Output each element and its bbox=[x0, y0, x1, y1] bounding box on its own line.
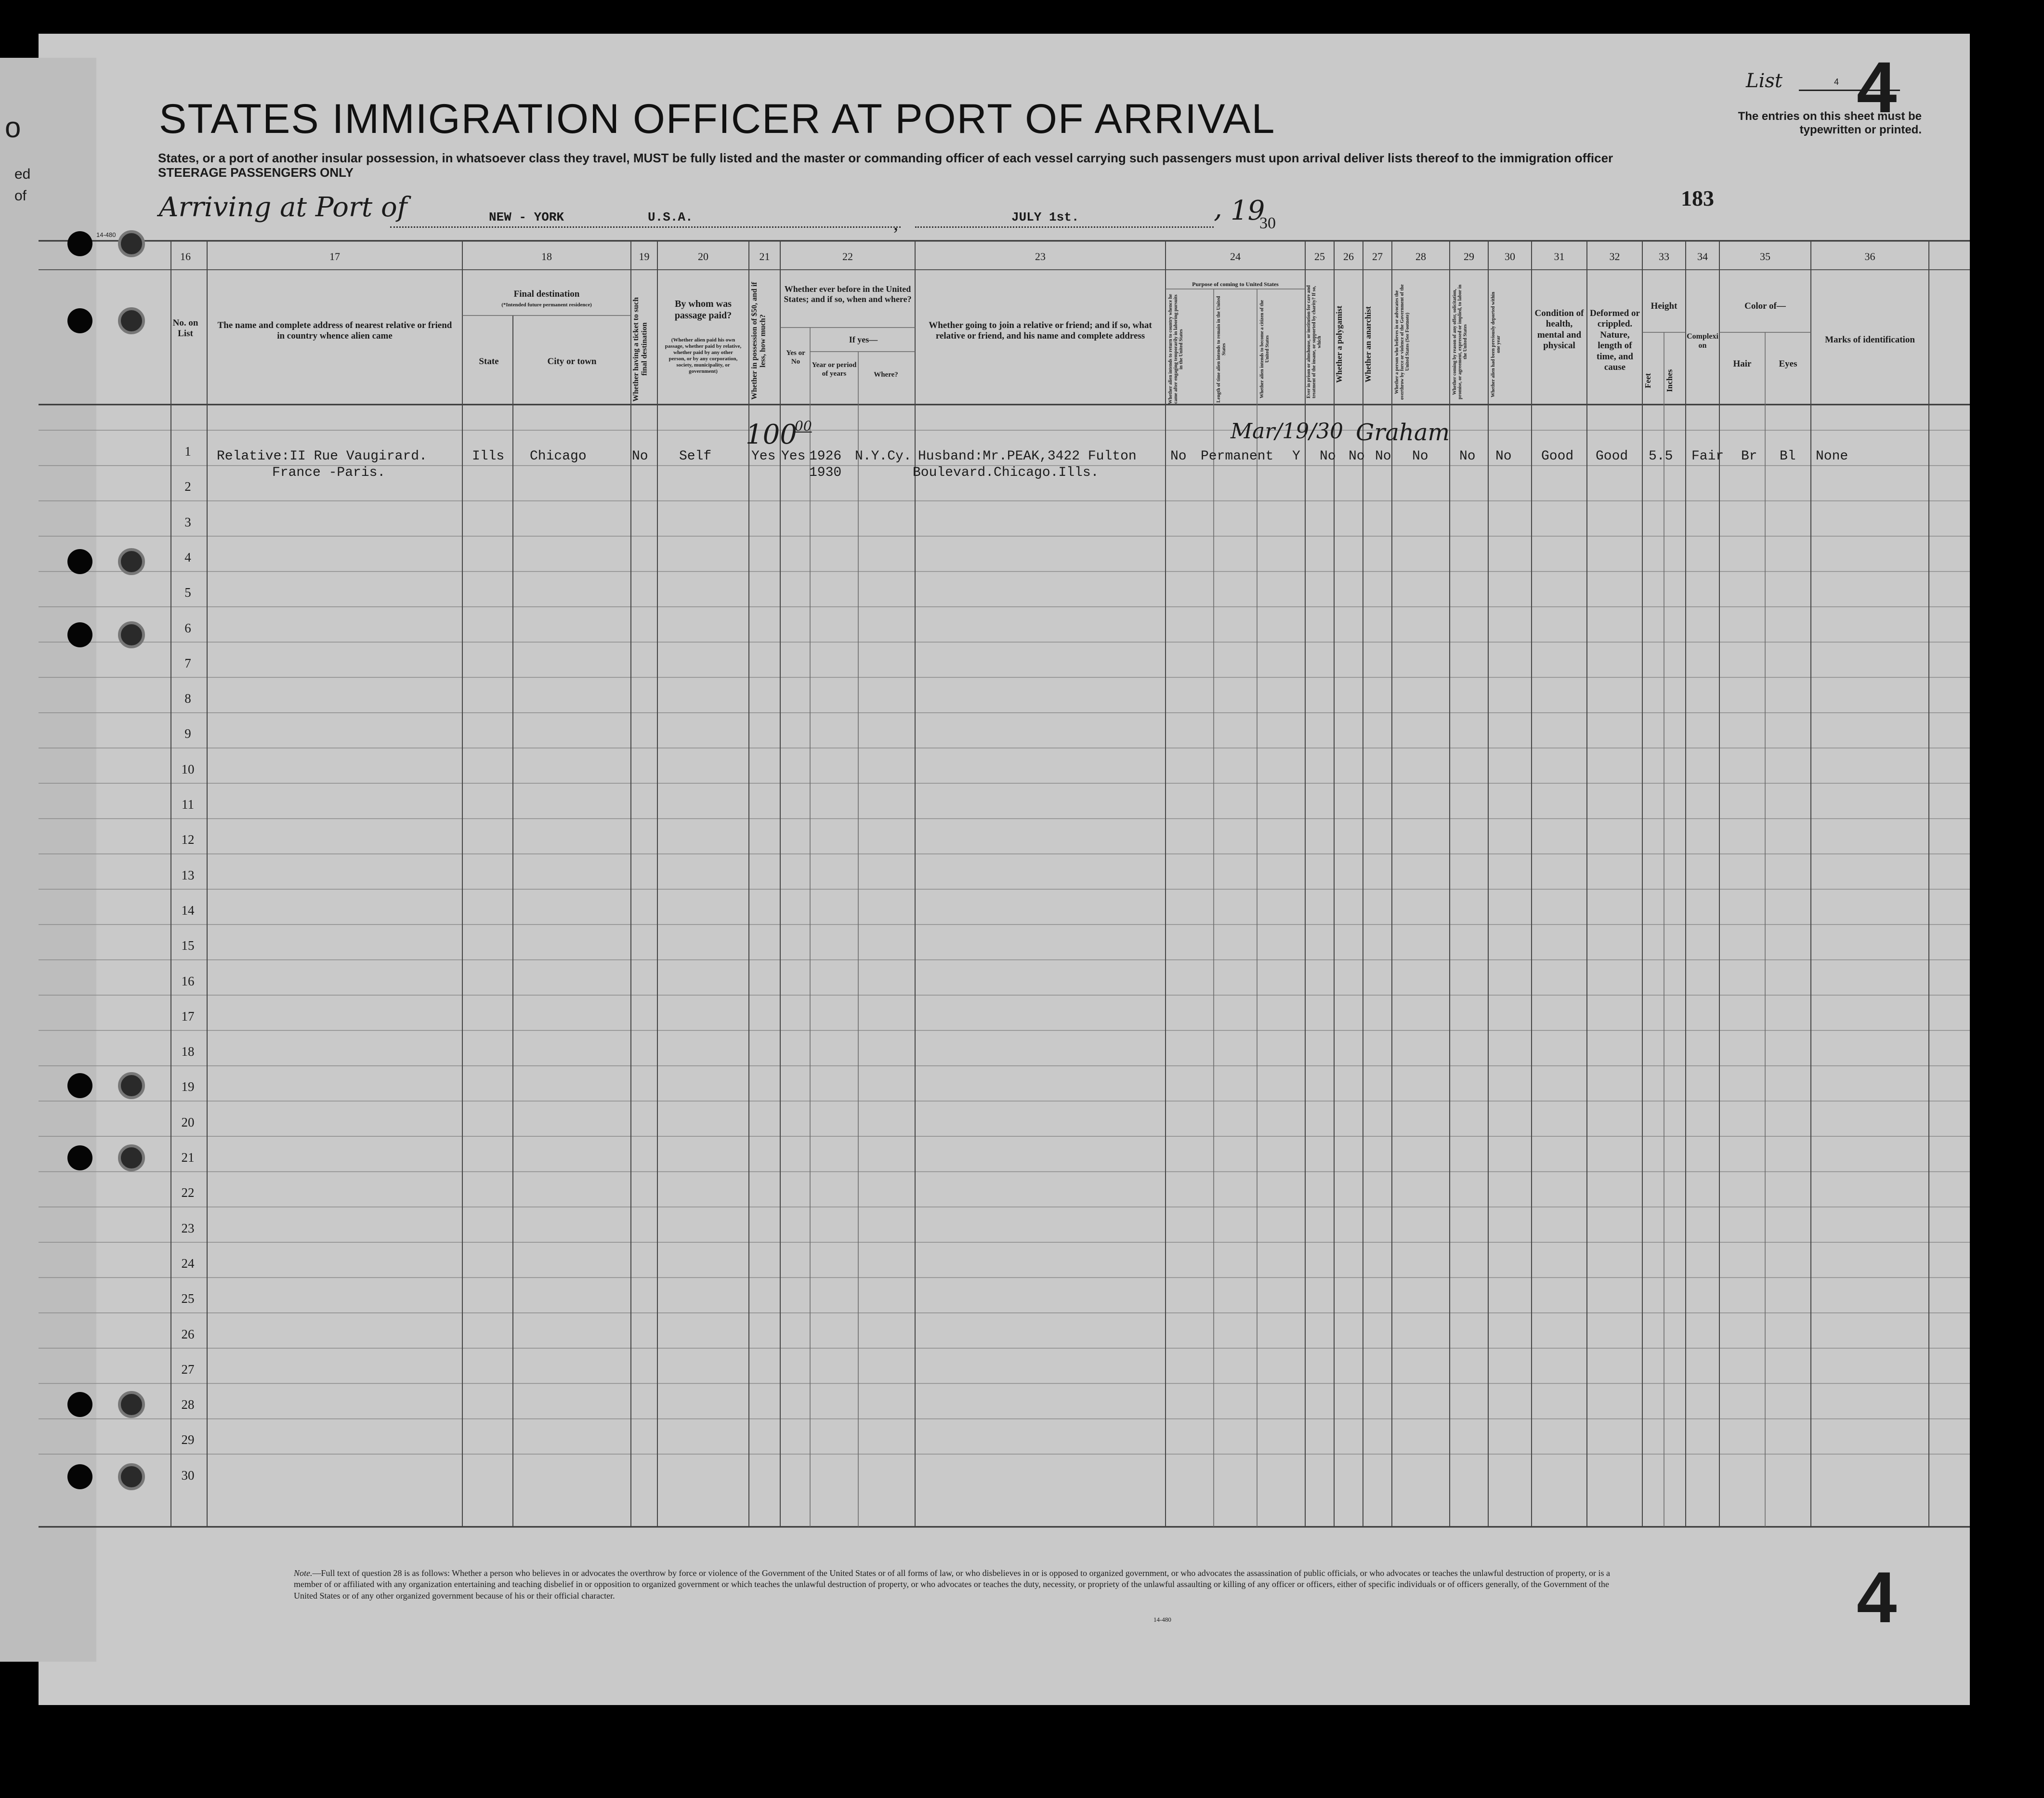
page-number: 183 bbox=[1681, 186, 1714, 210]
row-number: 4 bbox=[184, 550, 191, 564]
arrival-date: JULY 1st. bbox=[1011, 210, 1079, 224]
header-joining: Whether going to join a relative or friend; and if so, what relative or friend, and his name and complete address bbox=[929, 320, 1152, 341]
row-number: 24 bbox=[181, 1256, 195, 1271]
page-number-handwritten: 4 bbox=[1857, 1557, 1897, 1638]
binder-hole bbox=[67, 1392, 92, 1417]
binder-hole bbox=[118, 621, 145, 648]
row-number: 6 bbox=[184, 620, 191, 635]
entry-hair: Br bbox=[1741, 449, 1757, 464]
header-year-period: Year or period of years bbox=[812, 361, 857, 378]
row-number: 7 bbox=[184, 656, 191, 670]
binder-hole bbox=[118, 230, 145, 257]
colnum-17: 17 bbox=[329, 250, 340, 262]
header-hair: Hair bbox=[1733, 359, 1752, 369]
entry-contract-labor: No bbox=[1459, 449, 1476, 464]
header-health: Condition of health, mental and physical bbox=[1534, 308, 1584, 351]
footnote-text: —Full text of question 28 is as follows: Whether a person who believes in or advocates the overthrow by force or violence of the Government of the United States or of all forms of law, or who disbelieves in or is opposed to organized government, or who advocates the assassination of public officials, or who advocates or teaches the unlawful destruction of property, or is a member of or affiliated with any organization entertaining and teaching disbelief in or opposition to organized government or which teaches the unlawful destruction of property, or who advocates or teaches the duty, necessity, or propriety of the unlawful assaulting or killing of any officer or officers, either of specific individuals or of officers generally, of the Government of the United States or of any other organized government because of his or their official character. bbox=[294, 1568, 1610, 1601]
header-if-yes: If yes— bbox=[849, 335, 878, 344]
header-ticket: Whether having a ticket to such final destination bbox=[632, 297, 649, 402]
edge-text-1: o bbox=[5, 111, 21, 144]
binder-hole bbox=[118, 548, 145, 575]
entry-anarchist: No bbox=[1375, 449, 1391, 464]
header-passage-paid: By whom was passage paid? bbox=[674, 299, 732, 321]
row-number: 28 bbox=[181, 1397, 195, 1412]
colnum-36: 36 bbox=[1864, 250, 1875, 262]
entry-ticket: No bbox=[632, 449, 648, 464]
colnum-32: 32 bbox=[1609, 250, 1620, 262]
colnum-23: 23 bbox=[1035, 250, 1046, 262]
header-prison: Ever in prison or almshouse, or institution for care and treatment of the insane, or supported by charity? If so, which bbox=[1306, 285, 1322, 399]
colnum-31: 31 bbox=[1554, 250, 1565, 262]
edge-text-2: ed bbox=[14, 166, 31, 182]
header-deformed: Deformed or crippled. Nature, length of time, and cause bbox=[1590, 308, 1640, 373]
footnote-form-code: 14-480 bbox=[1153, 1616, 1171, 1623]
colnum-20: 20 bbox=[698, 250, 708, 262]
row-number: 30 bbox=[181, 1468, 195, 1483]
colnum-18: 18 bbox=[541, 250, 552, 262]
row-number: 2 bbox=[184, 479, 191, 494]
header-polygamist: Whether a polygamist bbox=[1335, 305, 1344, 383]
entry-years-line1: 1926 bbox=[809, 449, 842, 464]
binder-hole bbox=[118, 1144, 145, 1171]
binder-hole bbox=[67, 549, 92, 574]
binder-hole bbox=[118, 307, 145, 334]
colnum-26: 26 bbox=[1343, 250, 1354, 262]
header-eyes: Eyes bbox=[1779, 359, 1797, 369]
entry-money-handwritten: 100 bbox=[746, 419, 797, 450]
header-final-destination-note: (*Intended future permanent residence) bbox=[501, 302, 592, 308]
row-number: 5 bbox=[184, 585, 191, 600]
entry-eyes: Bl bbox=[1780, 449, 1796, 464]
entry-joining-line2: Boulevard.Chicago.Ills. bbox=[913, 465, 1099, 480]
row-number: 22 bbox=[181, 1185, 195, 1200]
colnum-24: 24 bbox=[1230, 250, 1241, 262]
list-label: List bbox=[1746, 70, 1782, 92]
row-number: 25 bbox=[181, 1291, 195, 1306]
entry-city: Chicago bbox=[530, 449, 587, 464]
steerage-label: STEERAGE PASSENGERS ONLY bbox=[158, 165, 354, 180]
binder-hole bbox=[67, 622, 92, 647]
row-number: 11 bbox=[182, 797, 194, 812]
header-before-in-us: Whether ever before in the United States; and if so, when and where? bbox=[784, 284, 912, 304]
entry-height: 5.5 bbox=[1649, 449, 1673, 464]
header-passage-note: (Whether alien paid his own passage, whether paid by relative, whether paid by any other person, or by any corporation, society, municipality, or government) bbox=[665, 337, 742, 374]
header-fifty-dollars: Whether in possession of $50, and if less, how much? bbox=[750, 282, 767, 400]
header-marks: Marks of identification bbox=[1825, 335, 1915, 345]
header-state: State bbox=[479, 356, 499, 367]
header-height: Height bbox=[1651, 301, 1677, 311]
entry-return: No bbox=[1170, 449, 1187, 464]
colnum-28: 28 bbox=[1415, 250, 1426, 262]
list-number-small: 4 bbox=[1834, 77, 1839, 87]
binder-hole bbox=[67, 308, 92, 333]
entry-paid-by: Self bbox=[679, 449, 712, 464]
colnum-25: 25 bbox=[1314, 250, 1325, 262]
entry-citizen: Y bbox=[1292, 449, 1300, 464]
binder-hole bbox=[67, 231, 92, 256]
row-number: 26 bbox=[181, 1326, 195, 1341]
entry-years-line2: 1930 bbox=[809, 465, 842, 480]
colnum-35: 35 bbox=[1760, 250, 1770, 262]
header-inches: Inches bbox=[1665, 369, 1674, 392]
entry-joining-line1: Husband:Mr.PEAK,3422 Fulton bbox=[918, 449, 1137, 464]
port-city: NEW - YORK bbox=[489, 210, 564, 224]
entry-relative-line2: France -Paris. bbox=[272, 465, 386, 480]
binder-hole bbox=[67, 1073, 92, 1098]
header-deported: Whether alien had been previously deported within one year bbox=[1491, 291, 1501, 397]
header-overthrow: Whether a person who believes in or advocates the overthrow by force or violence of the Government of the United States (See Footnote) bbox=[1394, 284, 1410, 400]
binder-hole bbox=[118, 1463, 145, 1490]
footnote bbox=[294, 1568, 1618, 1601]
year-suffix: 30 bbox=[1259, 214, 1276, 232]
row-number: 27 bbox=[181, 1362, 195, 1377]
colnum-22: 22 bbox=[842, 250, 853, 262]
colnum-30: 30 bbox=[1505, 250, 1515, 262]
header-yes-or-no: Yes or No bbox=[786, 349, 805, 366]
header-feet: Feet bbox=[1643, 373, 1652, 388]
entry-annotation-name: Graham bbox=[1356, 419, 1450, 446]
header-purpose-citizen: Whether alien intends to become a citizen of the United States bbox=[1259, 300, 1270, 399]
entry-prison: No bbox=[1320, 449, 1336, 464]
header-color-of: Color of— bbox=[1744, 301, 1786, 311]
colnum-34: 34 bbox=[1697, 250, 1708, 262]
binder-hole bbox=[67, 1464, 92, 1489]
header-nearest-relative: The name and complete address of nearest relative or friend in country whence alien came bbox=[217, 320, 452, 341]
entry-complexion: Fair bbox=[1691, 449, 1724, 464]
year-prefix: 19 bbox=[1231, 195, 1265, 226]
entry-overthrow: No bbox=[1412, 449, 1428, 464]
row-number: 12 bbox=[181, 832, 195, 847]
edge-text-3: of bbox=[14, 188, 27, 204]
binder-hole bbox=[118, 1391, 145, 1418]
row-number: 15 bbox=[181, 938, 195, 953]
form-title: STATES IMMIGRATION OFFICER AT PORT OF ARRIVAL bbox=[159, 96, 1276, 142]
header-city: City or town bbox=[547, 356, 597, 367]
manifest-page: o ed of STATES IMMIGRATION OFFICER AT PORT OF ARRIVAL States, or a port of another insular possession, in whatsoever class they travel, MUST be fully listed and the master or commanding officer of each vessel carrying such passengers must upon arrival deliver lists thereof to the immigration officer STEERAGE PASSENGERS ONLY List 4 4 The entries on this sheet must be typewritten or printed. Arriving at Port of NEW - YORK U.S.A. , JULY 1st. , 19 30 183 14-480 16 17 18 19 20 21 22 23 24 25 26 27 28 29 30 31 32 33 34 35 36 No. on List The name and complete address of nearest relative or friend in country whence alien came Final destination (*Intended future permanent residence) State City or town Whether having a ticket to such final destination By whom was passage paid? (Whether alien paid his own passage, whether paid by relative, whether paid by any other person, or by any corporation, society, municipality, or government) Whether in possession of $50, and if less, how much? Whether ever before in the United States; and if so, when and where? Yes or No If yes— Year or period of years Where? Whether going to join a relative or friend; and if so, what relative or friend, and his name and complete address Purpose of coming to United States Whether alien intends to return to country whence he came after engaging temporarily in laboring pursuits in the United States Length of time alien intends to remain in the United States Whether alien intends to become a citizen of the United States Ever in prison or almshouse, or institution for care and treatment of the insane, or supported by charity? If so, which Whether a polygamist Whether an anarchist Whether a person who believes in or advocates the overthrow by force or violence of the Government of the United States (See Footnote) Whether coming by reason of any offer, solicitation, promise, or agreement, expressed or implied, to labor in the United States Whether alien had been previously deported within one year Condition of health, mental and physical Deformed or crippled. Nature, length of time, and cause Height Feet Inches Complexion Color of— Hair Eyes Marks of identification 1 2 3 4 5 6 7 8 9 10 11 12 13 14 15 16 17 18 19 20 21 22 23 24 25 26 27 28 29 30 Relative:II Rue Vaugirard. France -Paris. Ills Chicago No Self 100 00 Yes Yes 1926 1930 N.Y.Cy. Husband:Mr.PEAK,3422 Fulton Boulevard.Chicago.Ills. No Permanent Y Mar/19/30 Graham No No No No No No Good Good 5.5 Fair Br Bl None Note.—Full text of question 28 is as follows: Whether a person who believes in or advocates the overthrow by force or violence of the Government of the United States or of all forms of law, or who disbelieves in or is opposed to organized government, or who advocates the assassination of public officials, or who advocates or teaches the unlawful destruction of property, or is a member of or affiliated with any organization entertaining and teaching disbelief in or opposition to organized government or which teaches the unlawful destruction of property, or who advocates or teaches the duty, necessity, or propriety of the unlawful assaulting or killing of any officer or officers, either of specific individuals or of officers generally, of the Government of the United States or of any other organized government because of his or their official character. 14-480 4 bbox=[0, 0, 2044, 1798]
entry-money: Yes bbox=[751, 449, 776, 464]
arriving-label: Arriving at Port of bbox=[159, 192, 407, 223]
colnum-27: 27 bbox=[1372, 250, 1383, 262]
row-number: 21 bbox=[181, 1150, 195, 1165]
colnum-33: 33 bbox=[1659, 250, 1669, 262]
form-code: 14-480 bbox=[96, 231, 116, 238]
header-contract-labor: Whether coming by reason of any offer, solicitation, promise, or agreement, expressed or implied, to labor in the United States bbox=[1452, 284, 1468, 400]
row-number: 10 bbox=[181, 761, 195, 776]
entry-deported: No bbox=[1495, 449, 1512, 464]
binder-hole bbox=[67, 1145, 92, 1170]
binder-hole bbox=[118, 1072, 145, 1099]
entry-length-of-stay: Permanent bbox=[1201, 449, 1274, 464]
header-purpose-return: Whether alien intends to return to country whence he came after engaging temporarily in laboring pursuits in the United States bbox=[1168, 294, 1184, 405]
entry-before-in-us: Yes bbox=[781, 449, 806, 464]
entry-marks: None bbox=[1816, 449, 1848, 464]
row-number: 18 bbox=[181, 1044, 195, 1059]
row-number: 9 bbox=[184, 726, 191, 741]
form-subtitle: States, or a port of another insular possession, in whatsoever class they travel, MUST be fully listed and the master or commanding officer of each vessel carrying such passengers must upon arrival deliver lists thereof to the immigration officer bbox=[158, 151, 1613, 165]
header-where: Where? bbox=[874, 371, 898, 379]
row-number: 20 bbox=[181, 1115, 195, 1129]
port-country: U.S.A. bbox=[648, 210, 693, 224]
header-purpose-length: Length of time alien intends to remain in the United States bbox=[1216, 296, 1227, 403]
entry-deformed: Good bbox=[1596, 449, 1628, 464]
entry-relative-line1: Relative:II Rue Vaugirard. bbox=[217, 449, 427, 464]
row-number: 1 bbox=[184, 444, 191, 459]
footnote-label: Note. bbox=[294, 1568, 313, 1578]
header-final-destination: Final destination bbox=[513, 289, 580, 299]
entry-health: Good bbox=[1541, 449, 1574, 464]
colnum-19: 19 bbox=[639, 250, 650, 262]
row-number: 16 bbox=[181, 973, 195, 988]
list-number-handwritten: 4 bbox=[1857, 47, 1897, 128]
header-purpose: Purpose of coming to United States bbox=[1192, 281, 1279, 288]
header-complexion: Complexion bbox=[1687, 332, 1718, 350]
row-number: 19 bbox=[181, 1079, 195, 1094]
header-anarchist: Whether an anarchist bbox=[1363, 306, 1373, 383]
row-number: 17 bbox=[181, 1009, 195, 1024]
header-no-on-list: No. on List bbox=[172, 318, 198, 339]
row-number: 23 bbox=[181, 1221, 195, 1235]
entry-where: N.Y.Cy. bbox=[855, 449, 912, 464]
row-number: 13 bbox=[181, 867, 195, 882]
row-number: 8 bbox=[184, 691, 191, 706]
colnum-16: 16 bbox=[180, 250, 191, 262]
colnum-29: 29 bbox=[1464, 250, 1474, 262]
entry-state: Ills bbox=[472, 449, 505, 464]
row-number: 3 bbox=[184, 514, 191, 529]
entry-annotation-date: Mar/19/30 bbox=[1231, 419, 1343, 444]
row-number: 29 bbox=[181, 1432, 195, 1447]
colnum-21: 21 bbox=[759, 250, 770, 262]
entry-polygamist: No bbox=[1349, 449, 1365, 464]
row-number: 14 bbox=[181, 903, 195, 918]
entry-money-cents: 00 bbox=[795, 418, 812, 434]
entries-note: The entries on this sheet must be typewritten or printed. bbox=[1738, 110, 1922, 136]
